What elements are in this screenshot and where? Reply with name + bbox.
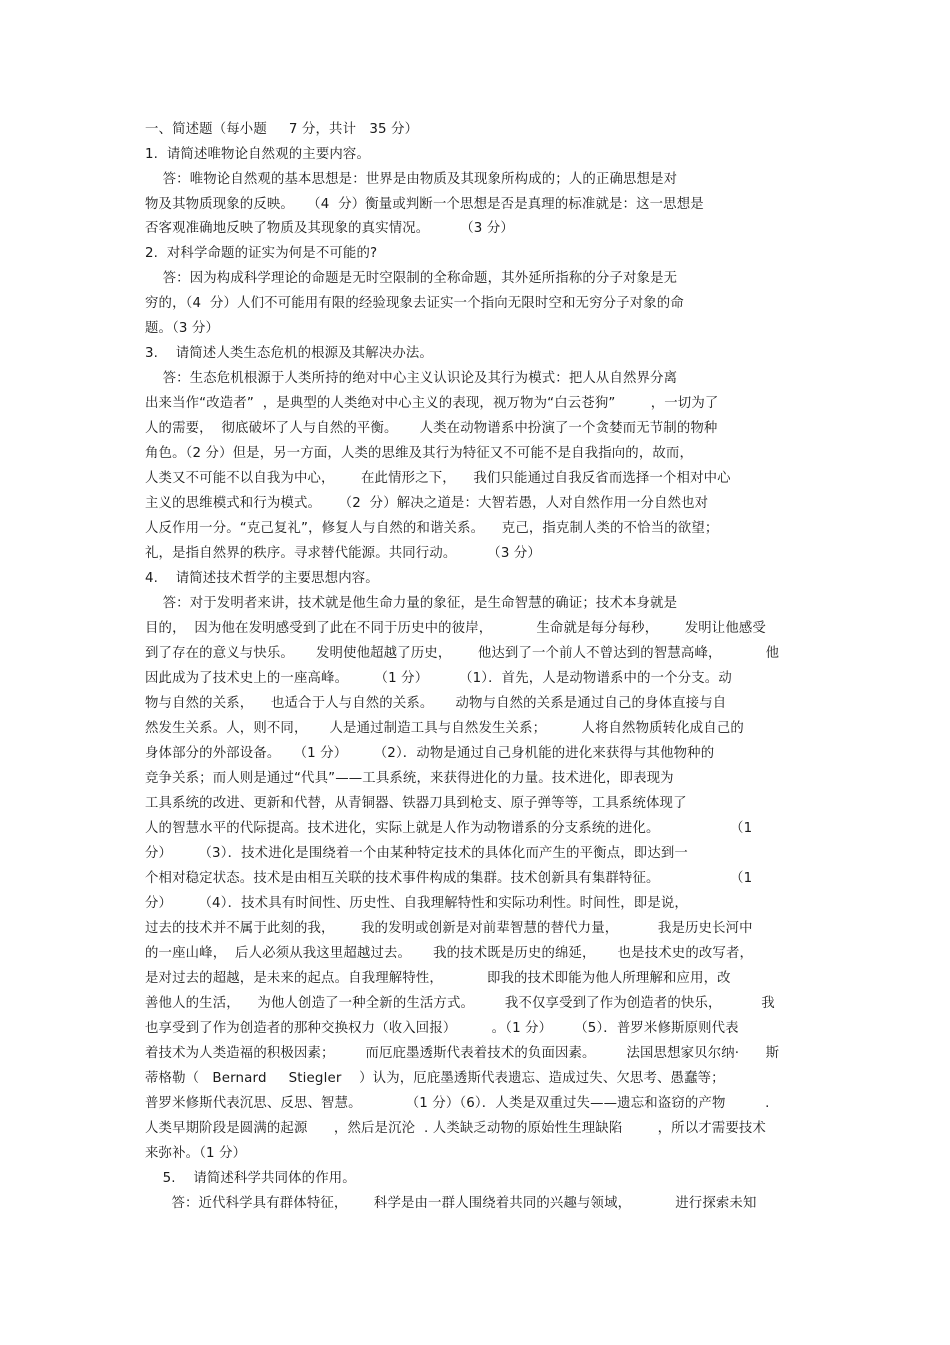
answer-3-line-7: 人反作用一分。“克己复礼”，修复人与自然的和谐关系。 克己，指克制人类的不恰当的欲望； [145, 521, 719, 536]
answer-1-line-3: 否客观准确地反映了物质及其现象的真实情况。 （3 分） [145, 221, 514, 236]
answer-4-line-11: 分） （3）．技术进化是围绕着一个由某种特定技术的具体化而产生的平衡点，即达到一 [145, 846, 688, 861]
question-4: 4. 请简述技术哲学的主要思想内容。 [145, 571, 379, 586]
answer-4-line-9: 工具系统的改进、更新和代替，从青铜器、铁器刀具到枪支、原子弹等等，工具系统体现了 [145, 796, 687, 811]
answer-4-line-10: 人的智慧水平的代际提高。技术进化，实际上就是人作为动物谱系的分支系统的进化。 （1 [145, 821, 753, 836]
answer-4-line-8: 竞争关系；而人则是通过“代具”——工具系统，来获得进化的力量。技术进化，即表现为 [145, 771, 674, 786]
answer-4-line-1: 答：对于发明者来讲，技术就是他生命力量的象征，是生命智慧的确证；技术本身就是 [145, 596, 678, 611]
answer-4-line-20: 蒂格勒（ Bernard Stiegler ）认为，厄庇墨透斯代表遗忘、造成过失、欠思考、愚蠢等； [145, 1071, 725, 1086]
answer-4-line-12: 个相对稳定状态。技术是由相互关联的技术事件构成的集群。技术创新具有集群特征。 （1 [145, 871, 753, 886]
answer-1-line-1: 答：唯物论自然观的基本思想是：世界是由物质及其现象所构成的；人的正确思想是对 [145, 172, 678, 187]
section-heading: 一、简述题（每小题 7 分，共计 35 分） [145, 122, 419, 137]
answer-3-line-3: 人的需要， 彻底破坏了人与自然的平衡。 人类在动物谱系中扮演了一个贪婪而无节制的物种 [145, 421, 718, 436]
answer-3-line-4: 角色。（2 分）但是，另一方面，人类的思维及其行为特征又不可能不是自我指向的，故而， [145, 446, 693, 461]
question-2: 2. 对科学命题的证实为何是不可能的? [145, 246, 378, 261]
answer-4-line-21: 普罗米修斯代表沉思、反思、智慧。 （1 分）（6）．人类是双重过失——遗忘和盗窃的产物 . [145, 1096, 770, 1111]
answer-4-line-22: 人类早期阶段是圆满的起源 ，然后是沉沦 . 人类缺乏动物的原始性生理缺陷 ，所以才需要技术 [145, 1121, 766, 1136]
answer-3-line-6: 主义的思维模式和行为模式。 （2 分）解决之道是：大智若愚，人对自然作用一分自然也对 [145, 496, 709, 511]
answer-2-line-3: 题。（3 分） [145, 321, 220, 336]
answer-5-line-1: 答：近代科学具有群体特征， 科学是由一群人围绕着共同的兴趣与领域， 进行探索未知 [145, 1196, 757, 1211]
answer-1-line-2: 物及其物质现象的反映。 （4 分）衡量或判断一个思想是否是真理的标准就是：这一思想是 [145, 197, 704, 212]
answer-4-line-5: 物与自然的关系， 也适合于人与自然的关系。 动物与自然的关系是通过自己的身体直接与自 [145, 696, 727, 711]
answer-2-line-2: 穷的，（4 分）人们不可能用有限的经验现象去证实一个指向无限时空和无穷分子对象的命 [145, 296, 684, 311]
answer-3-line-5: 人类又不可能不以自我为中心， 在此情形之下， 我们只能通过自我反省而选择一个相对中心 [145, 471, 731, 486]
answer-4-line-18: 也享受到了作为创造者的那种交换权力（收入回报） 。（1 分） （5）．普罗米修斯原则代表 [145, 1021, 739, 1036]
answer-2-line-1: 答：因为构成科学理论的命题是无时空限制的全称命题，其外延所指称的分子对象是无 [145, 271, 678, 286]
answer-4-line-7: 身体部分的外部设备。 （1 分） （2）．动物是通过自己身机能的进化来获得与其他物种的 [145, 746, 715, 761]
question-5: 5. 请简述科学共同体的作用。 [145, 1171, 356, 1186]
answer-4-line-16: 是对过去的超越，是未来的起点。自我理解特性， 即我的技术即能为他人所理解和应用，改 [145, 971, 731, 986]
answer-4-line-2: 目的， 因为他在发明感受到了此在不同于历史中的彼岸， 生命就是每分每秒， 发明让他感受 [145, 621, 766, 636]
answer-4-line-13: 分） （4）．技术具有时间性、历史性、自我理解特性和实际功利性。时间性，即是说， [145, 896, 688, 911]
answer-4-line-15: 的一座山峰， 后人必须从我这里超越过去。 我的技术既是历史的绵延， 也是技术史的改写者， [145, 946, 754, 961]
answer-3-line-1: 答：生态危机根源于人类所持的绝对中心主义认识论及其行为模式：把人从自然界分离 [145, 371, 678, 386]
answer-4-line-23: 来弥补。（1 分） [145, 1146, 247, 1161]
question-3: 3. 请简述人类生态危机的根源及其解决办法。 [145, 346, 433, 361]
answer-4-line-4: 因此成为了技术史上的一座高峰。 （1 分） （1）．首先，人是动物谱系中的一个分支。动 [145, 671, 732, 686]
answer-4-line-19: 着技术为人类造福的积极因素； 而厄庇墨透斯代表着技术的负面因素。 法国思想家贝尔纳· 斯 [145, 1046, 780, 1061]
answer-4-line-17: 善他人的生活， 为他人创造了一种全新的生活方式。 我不仅享受到了作为创造者的快乐， 我 [145, 996, 775, 1011]
question-1: 1. 请简述唯物论自然观的主要内容。 [145, 147, 370, 162]
answer-3-line-8: 礼，是指自然界的秩序。寻求替代能源。共同行动。 （3 分） [145, 546, 541, 561]
answer-4-line-14: 过去的技术并不属于此刻的我， 我的发明或创新是对前辈智慧的替代力量， 我是历史长河中 [145, 921, 753, 936]
answer-4-line-3: 到了存在的意义与快乐。 发明使他超越了历史， 他达到了一个前人不曾达到的智慧高峰， 他 [145, 646, 780, 661]
answer-3-line-2: 出来当作“改造者” ，是典型的人类绝对中心主义的表现，视万物为“白云苍狗” ，一切为了 [145, 396, 719, 411]
answer-4-line-6: 然发生关系。人，则不同， 人是通过制造工具与自然发生关系； 人将自然物质转化成自己的 [145, 721, 744, 736]
